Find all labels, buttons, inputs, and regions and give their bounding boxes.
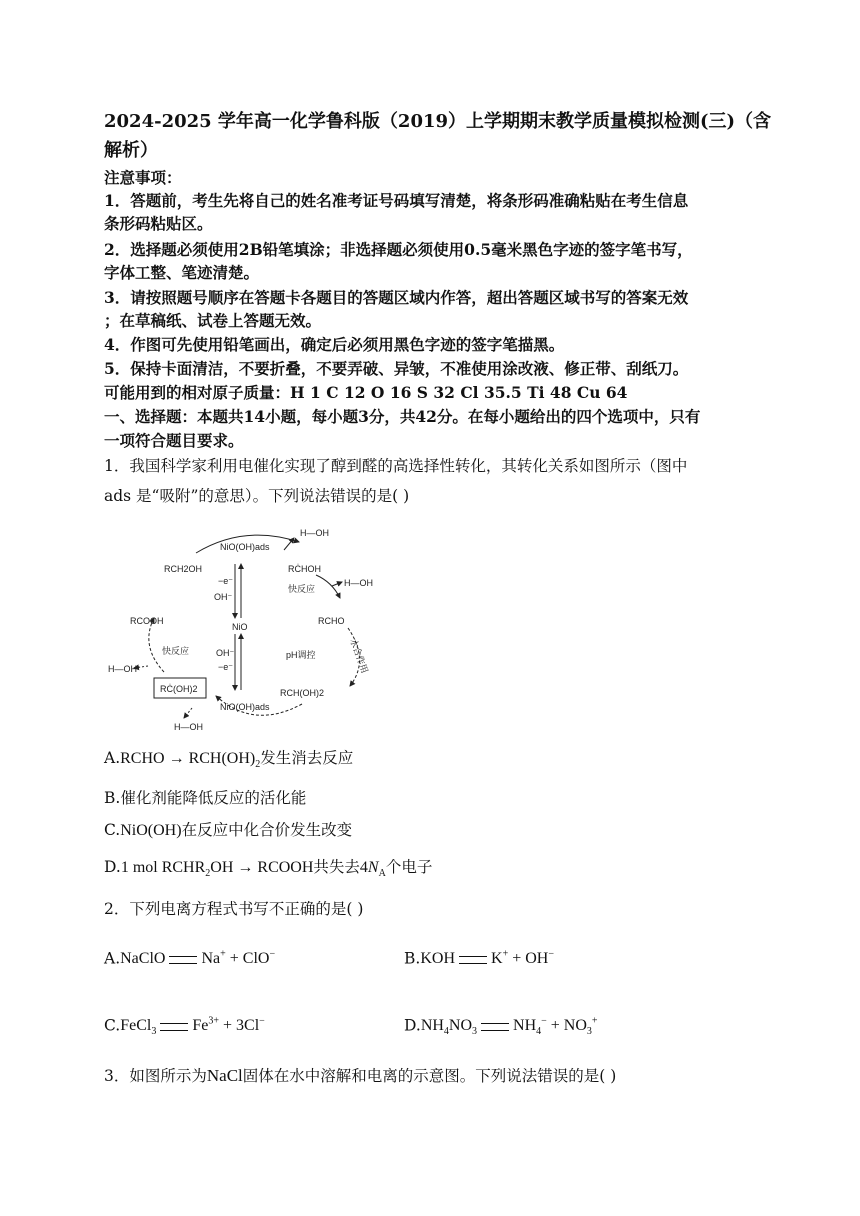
q1-option-c-label: C. [104, 821, 121, 839]
rch2oh-label: RCH2OH [164, 564, 203, 574]
q2-option-a-equation: NaClO Na+ + ClO− [120, 949, 276, 968]
q1-stem-line-1: 1．我国科学家利用电催化实现了醇到醛的高选择性转化，其转化关系如图所示（图中 [104, 457, 688, 475]
left-arc-arrow [149, 618, 164, 672]
notice-4 [104, 333, 564, 357]
rcho-label: RCHO [318, 616, 345, 626]
q1-option-a-formula: RCHO → $RCH(OH)_2$ [120, 750, 261, 771]
notice-5-text: 保持卡面清洁，不要折叠，不要弄破、异皱，不准使用涂改液、修正带、刮纸刀。 [130, 359, 689, 378]
fast-reaction-left-label: 快反应 [162, 646, 190, 656]
notice-2-cont: 字体工整、笔迹清楚。 [104, 263, 260, 282]
notice-2-text: 选择题必须使用2B铅笔填涂；非选择题必须使用0.5毫米黑色字迹的签字笔书写， [130, 240, 693, 259]
rchoh-label: RĊHOH [288, 564, 321, 574]
q1-option-d-count: $4N_A$ [359, 859, 386, 880]
notice-1-text: 答题前，考生先将自己的姓名准考证号码填写清楚，将条形码准确粘贴在考生信息 [130, 191, 689, 210]
oh-top-label: OH⁻ [214, 592, 233, 602]
q1-option-a-text: 发生消去反应 [260, 749, 354, 767]
oh-bottom-label: OH⁻ [216, 648, 235, 658]
atomic-masses: 可能用到的相对原子质量：H 1 C 12 O 16 S 32 Cl 35.5 Ti 48 Cu 64 [104, 383, 628, 402]
notice-2 [104, 238, 693, 262]
q1-option-d-text-2: 个电子 [385, 858, 433, 876]
notice-1 [104, 189, 688, 213]
q2-option-d[interactable] [404, 1010, 598, 1045]
notice-1-cont: 条形码粘贴区。 [104, 214, 213, 233]
notice-5 [104, 357, 688, 381]
notice-3-cont: ；在草稿纸、试卷上答题无效。 [104, 311, 322, 330]
q1-option-b-text: 催化剂能降低反应的活化能 [120, 789, 307, 807]
q2-option-d-label: D. [404, 1016, 421, 1035]
q2-option-c[interactable] [104, 1010, 265, 1045]
minus-e-bottom-label: −e⁻ [218, 662, 234, 672]
q2-option-d-equation: $NH_4NO_3$ $NH_4^- + NO_3^+$ [420, 1016, 598, 1038]
notice-4-num: 4． [104, 335, 131, 354]
q1-option-c[interactable] [104, 818, 352, 843]
q2-option-c-equation: FeCl$_3$ $Fe^{3+} + 3Cl^-$ [120, 1016, 265, 1038]
q1-stem-line-2: ads 是“吸附”的意思）。下列说法错误的是( ) [104, 487, 410, 505]
q1-catalysis-diagram [104, 520, 394, 740]
q2-option-b-label: B. [404, 949, 421, 968]
q2-option-b-equation: KOH K+ + OH− [420, 949, 554, 968]
q1-option-d-formula: 1 mol $RCHR_2OH$ → RCOOH [120, 859, 314, 880]
notice-2-num: 2． [104, 240, 131, 259]
fast-reaction-arrow [316, 575, 340, 598]
nio-label: NiO [232, 622, 248, 632]
hydration-label: 水合作用 [348, 637, 370, 675]
h-oh-top-label: H—OH [300, 528, 329, 538]
rcooh-label: RCOOH [130, 616, 164, 626]
q3-stem-formula: NaCl [206, 1066, 243, 1085]
rch-oh2-label: RCH(OH)2 [280, 688, 324, 698]
notice-3-num: 3． [104, 288, 131, 307]
q3-stem [104, 1062, 616, 1090]
q1-option-b[interactable] [104, 786, 306, 810]
q1-option-a-label: A. [104, 749, 121, 767]
section-title-line-1: 一、选择题：本题共14小题，每小题3分，共42分。在每小题给出的四个选项中，只有 [104, 407, 701, 426]
h-oh-bottom-label: H—OH [174, 722, 203, 732]
q2-option-a-label: A. [104, 949, 121, 968]
q1-option-d-label: D. [104, 858, 121, 876]
q1-option-b-label: B. [104, 789, 121, 807]
q1-option-c-formula: NiO(OH) [120, 822, 182, 839]
q1-option-d[interactable] [104, 855, 432, 886]
document-title: 2024-2025 学年高一化学鲁科版（2019）上学期期末教学质量模拟检测(三)（含解析） [104, 111, 772, 161]
fast-reaction-right-label: 快反应 [288, 584, 316, 594]
notice-3 [104, 286, 688, 310]
h-oh-right-label: H—OH [344, 578, 373, 588]
notice-1-num: 1． [104, 191, 131, 210]
q2-option-c-label: C. [104, 1016, 121, 1035]
notice-heading: 注意事项： [104, 168, 182, 187]
q1-option-a[interactable] [104, 746, 353, 777]
notice-5-num: 5． [104, 359, 131, 378]
q1-option-d-text: 共失去 [313, 858, 360, 876]
q3-stem-post: 固体在水中溶解和电离的示意图。下列说法错误的是( ) [242, 1067, 617, 1085]
niooh-bottom-label: NiO(OH)ads [220, 702, 270, 712]
q2-option-b[interactable] [404, 943, 554, 971]
q3-stem-pre: 3．如图所示为 [104, 1067, 207, 1085]
q1-option-c-text: 在反应中化合价发生改变 [181, 821, 353, 839]
rc-oh2-label: RĊ(OH)2 [160, 684, 198, 694]
minus-e-top-label: −e⁻ [218, 576, 234, 586]
section-title-line-2: 一项符合题目要求。 [104, 431, 244, 450]
niooh-top-label: NiO(OH)ads [220, 542, 270, 552]
q2-option-a[interactable] [104, 943, 275, 971]
q2-stem: 2．下列电离方程式书写不正确的是( ) [104, 900, 364, 918]
h-oh-left-label: H—OH [108, 664, 137, 674]
notice-3-text: 请按照题号顺序在答题卡各题目的答题区域内作答，超出答题区域书写的答案无效 [130, 288, 689, 307]
notice-4-text: 作图可先使用铅笔画出，确定后必须用黑色字迹的签字笔描黑。 [130, 335, 565, 354]
ph-control-label: pH调控 [286, 650, 316, 660]
